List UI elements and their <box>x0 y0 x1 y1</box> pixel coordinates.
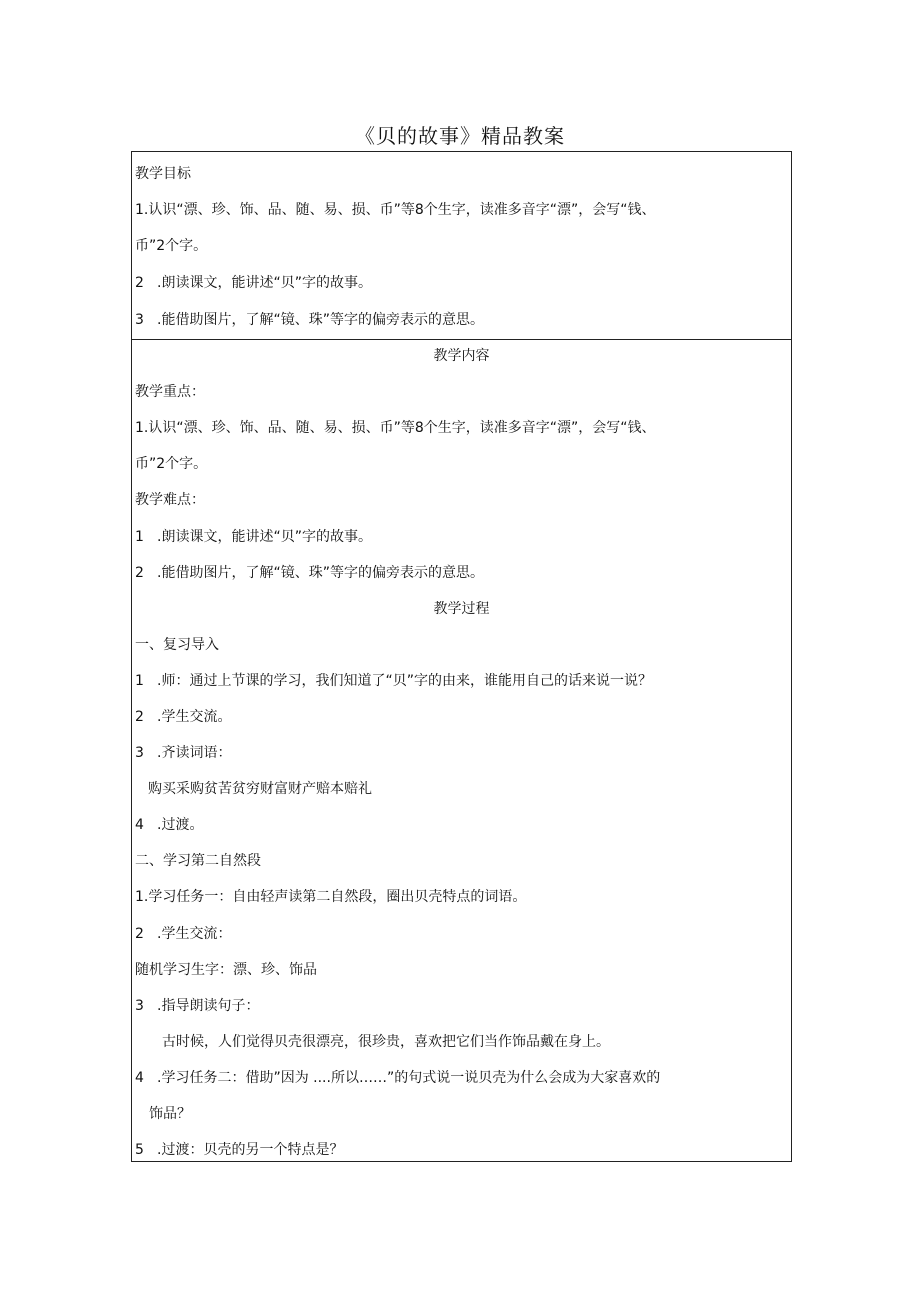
step-1-3 <box>135 743 231 763</box>
goal-1-line-1: 1.认识“漂、珍、饰、品、随、易、损、币”等8个生字，读准多音字“漂”，会写“钱、 <box>135 202 656 218</box>
step-1-4 <box>135 815 203 835</box>
difficult-point-1-number: 1 <box>135 529 144 545</box>
key-points-label: 教学重点： <box>135 384 205 400</box>
goal-2-text: .朗读课文，能讲述“贝”字的故事。 <box>157 275 372 291</box>
difficult-point-1 <box>135 527 372 547</box>
step-2-5 <box>135 1140 343 1160</box>
process-heading: 教学过程 <box>433 601 490 617</box>
step-1-3-number: 3 <box>135 745 144 761</box>
key-point-line-1: 1.认识“漂、珍、饰、品、随、易、损、币”等8个生字，读准多音字“漂”，会写“钱、 <box>135 420 656 436</box>
step-1-2 <box>135 707 231 727</box>
difficult-point-2-number: 2 <box>135 565 144 581</box>
key-point-line-2: 币”2个字。 <box>135 456 208 472</box>
step-2-4-number: 4 <box>135 1070 144 1086</box>
step-2-3 <box>135 996 259 1016</box>
step-1-3-text: .齐读词语： <box>157 745 232 761</box>
step-1-4-text: .过渡。 <box>157 817 204 833</box>
step-1-1-text: .师：通过上节课的学习，我们知道了“贝”字的由来，谁能用自己的话来说一说？ <box>157 673 652 689</box>
step-1-2-text: .学生交流。 <box>157 709 232 725</box>
step-1-2-number: 2 <box>135 709 144 725</box>
difficult-point-2-text: .能借助图片，了解“镜、珠”等字的偏旁表示的意思。 <box>157 565 484 581</box>
document-title: 《贝的故事》精品教案 <box>355 124 565 148</box>
step-2-5-text: .过渡：贝壳的另一个特点是？ <box>157 1142 344 1158</box>
goal-3-number: 3 <box>135 312 144 328</box>
step-2-5-number: 5 <box>135 1142 144 1158</box>
part-1-title: 一、复习导入 <box>135 637 219 653</box>
table-row-divider <box>132 339 791 340</box>
step-2-3-number: 3 <box>135 998 144 1014</box>
difficult-point-1-text: .朗读课文，能讲述“贝”字的故事。 <box>157 529 372 545</box>
step-1-4-number: 4 <box>135 817 144 833</box>
goal-2 <box>135 273 372 293</box>
step-2-2 <box>135 924 231 944</box>
step-2-4-text: .学习任务二：借助”因为 ....所以……”的句式说一说贝壳为什么会成为大家喜欢的 <box>157 1070 661 1086</box>
reading-sentence: 古时候，人们觉得贝壳很漂亮，很珍贵，喜欢把它们当作饰品戴在身上。 <box>162 1034 610 1050</box>
difficult-point-2 <box>135 563 484 583</box>
step-2-1: 1.学习任务一：自由轻声读第二自然段，圈出贝壳特点的词语。 <box>135 889 527 905</box>
goal-3-text: .能借助图片，了解“镜、珠”等字的偏旁表示的意思。 <box>157 312 484 328</box>
difficult-points-label: 教学难点： <box>135 492 205 508</box>
step-2-4 <box>135 1068 660 1088</box>
random-vocabulary: 随机学习生字：漂、珍、饰品 <box>135 962 317 978</box>
step-2-2-number: 2 <box>135 926 144 942</box>
goal-2-number: 2 <box>135 275 144 291</box>
content-heading: 教学内容 <box>433 348 490 364</box>
step-1-1 <box>135 671 652 691</box>
goal-1-line-2: 币”2个字。 <box>135 238 208 254</box>
part-2-title: 二、学习第二自然段 <box>135 853 261 869</box>
step-2-2-text: .学生交流： <box>157 926 232 942</box>
step-1-1-number: 1 <box>135 673 144 689</box>
step-2-4-continuation: 饰品？ <box>149 1106 191 1122</box>
goal-3 <box>135 310 484 330</box>
goals-heading: 教学目标 <box>135 166 191 182</box>
vocabulary-words: 购买采购贫苦贫穷财富财产赔本赔礼 <box>148 781 372 797</box>
step-2-3-text: .指导朗读句子： <box>157 998 260 1014</box>
